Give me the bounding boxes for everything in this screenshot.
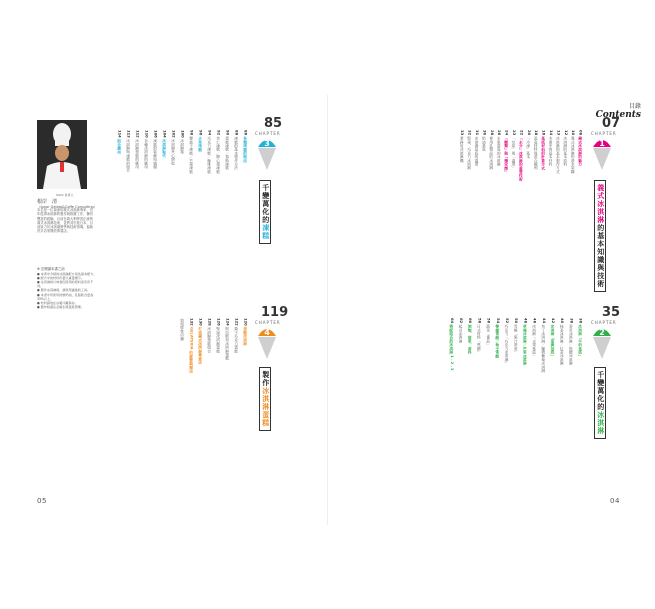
toc-entry	[216, 318, 221, 448]
chapter-2-title-b: 冰淇淋	[596, 411, 605, 435]
toc-entry-text: 檸檬雪酪／柚子雪酪	[495, 323, 500, 358]
chapter-4-title	[259, 367, 271, 431]
toc-entry-text: 組合應用	[117, 137, 122, 154]
toc-entry	[117, 130, 122, 240]
toc-entry-page: 128	[207, 318, 212, 326]
toc-entry-text: 阿拉斯加冰淇淋蛋糕	[225, 325, 230, 361]
toc-entry-page: 14	[548, 130, 553, 136]
toc-entry	[216, 130, 221, 240]
toc-entry-text: GELATERIA 的經營與開店	[189, 325, 194, 374]
toc-entry-text: 堅果、巧克力冰淇淋	[467, 135, 472, 170]
toc-entry	[519, 130, 524, 270]
toc-entry	[449, 318, 454, 478]
toc-entry	[541, 130, 546, 270]
toc-entry-text: 如何經營店鋪	[180, 318, 185, 341]
toc-entry-page: 98	[189, 130, 194, 136]
toc-entry	[162, 130, 167, 240]
toc-entry-text: 抹茶冰淇淋／紅茶冰淇淋	[560, 323, 565, 366]
toc-entry-page: 13	[556, 130, 561, 136]
toc-entry-text: 「水分」冰淇淋的重要技術	[519, 135, 524, 181]
toc-entry	[458, 318, 463, 478]
toc-entry	[514, 318, 519, 478]
chapter-3-label: CHAPTER	[255, 131, 281, 136]
toc-entry	[578, 130, 583, 270]
toc-entry	[474, 130, 479, 270]
toc-entry-page: 90	[225, 130, 230, 136]
toc-entry	[497, 130, 502, 270]
toc-entry-page: 16	[541, 130, 546, 136]
toc-entry	[153, 130, 158, 240]
toc-entry-page: 96	[198, 130, 203, 136]
toc-entry-page: 126	[216, 318, 221, 326]
toc-entry-page: 112	[135, 130, 140, 138]
chapter-4-label: CHAPTER	[255, 320, 281, 325]
toc-entry-page: 94	[207, 130, 212, 136]
toc-entry-text: 日式材料「黑糖」	[477, 323, 482, 354]
toc-entry-text: 杏仁凍糕／開心果凍糕	[216, 135, 221, 174]
toc-entry-page: 52	[504, 318, 509, 324]
toc-entry-text: 各種凍糕的做法	[243, 135, 248, 163]
chapter-3-cone-icon	[256, 135, 278, 171]
toc-entry-text: 草莓冰淇淋／芒果冰淇淋	[523, 323, 528, 366]
toc-entry	[532, 318, 537, 478]
toc-entry-page: 48	[523, 318, 528, 324]
toc-entry-page: 10	[571, 130, 576, 136]
toc-entry	[523, 318, 528, 478]
chapter-1-title	[594, 180, 606, 292]
toc-title-en: Contents	[595, 110, 641, 120]
chapter-2-cone-icon	[591, 324, 613, 360]
bio-text: 本名是一位資深的義式冰淇淋專家，長年從事冰淇淋的製作與推廣工作，擁有豐富的經驗。目前在義大利學習正統的義式冰淇淋技術，並將其引進日本，目前致力於冰淇淋教學與技術指導，協助許多店家開設專賣店。	[37, 208, 94, 234]
toc-entry-page: 46	[532, 318, 537, 324]
toc-entry	[135, 130, 140, 240]
toc-entry-text: 蛋糕冰淇淋	[243, 325, 248, 346]
toc-entry-page: 102	[171, 130, 176, 138]
note-item: ● 本書中所使用的鮮奶油，乳脂肪含量為35%以上。	[37, 292, 94, 301]
toc-entry-page: 26	[497, 130, 502, 136]
toc-entry-text: 「糖類」與「穩定劑」	[504, 135, 509, 174]
toc-entry	[180, 318, 185, 448]
toc-entry-page: 124	[225, 318, 230, 326]
toc-entry	[556, 130, 561, 270]
toc-entry-text: 使用乳製品的冰淇淋	[489, 135, 494, 170]
toc-entry	[467, 130, 472, 270]
toc-entry-page: 33	[460, 130, 465, 136]
toc-entry	[225, 318, 230, 448]
note-item: ● 本書中介紹的冰淇淋配方皆為基本配方。	[37, 272, 97, 277]
note-item: ● 製作冰淇淋時，請使用適當的工具。	[37, 288, 91, 293]
toc-entry	[171, 130, 176, 240]
toc-entry-page: 23	[511, 130, 516, 136]
toc-entry-text: 香草冰淇淋／焦糖冰淇淋	[569, 323, 574, 366]
chapter-3-num: 3	[264, 139, 270, 148]
toc-entry	[569, 318, 574, 478]
chapter-4-page: 119	[261, 305, 289, 320]
chapter-2-title	[594, 367, 606, 439]
toc-entry-text: 布丁冰淇淋／蘭姆葡萄冰淇淋	[541, 323, 546, 373]
chapter-4-num: 4	[264, 328, 270, 337]
toc-entry	[486, 318, 491, 478]
toc-entry-text: 冰淇淋捲	[180, 137, 185, 154]
toc-entry	[468, 318, 473, 478]
toc-entry	[225, 130, 230, 240]
toc-entry-text: 打造義式冰淇淋專賣店	[198, 325, 203, 364]
toc-entry-text: 酒類、堅果、香料	[468, 323, 473, 355]
toc-entry	[243, 318, 248, 448]
toc-entry-page: 88	[234, 130, 239, 136]
toc-entry-text: 冰淇淋聖代	[162, 137, 167, 158]
toc-entry-page: 44	[541, 318, 546, 324]
toc-entry-text: 巧克力「巧克力冰淇淋」	[504, 323, 509, 366]
toc-entry-text: 覆盆子凍糕／芒果凍糕	[189, 135, 194, 174]
toc-entry-page: 24	[504, 130, 509, 136]
toc-entry	[207, 130, 212, 240]
chapter-1-cone-icon	[591, 135, 613, 171]
toc-entry	[234, 130, 239, 240]
toc-entry-text: 水果基底的冰淇淋	[497, 135, 502, 166]
toc-title-zh: 目錄	[628, 103, 641, 110]
toc-entry	[243, 130, 248, 240]
toc-entry-page: 92	[216, 130, 221, 136]
toc-entry-page: 50	[514, 318, 519, 324]
toc-entry-text: 巧克力凍糕／咖啡凍糕	[207, 135, 212, 174]
toc-entry	[126, 130, 131, 240]
folio-right: 04	[610, 497, 620, 505]
toc-entry	[489, 130, 494, 270]
toc-entry-text: 「空氣」與「溫度」	[511, 135, 516, 170]
toc-entry-text: 冰淇淋夾心餅乾	[171, 137, 176, 165]
toc-entry-text: 冰淇淋蛋糕組合	[207, 325, 212, 353]
toc-entry-text: 冰淇淋的基本原料	[563, 135, 568, 166]
toc-entry	[560, 318, 565, 478]
toc-entry-page: 54	[495, 318, 500, 324]
toc-entry-text: 義式冰淇淋的基本架構	[571, 135, 576, 174]
toc-entry	[189, 130, 194, 240]
toc-entry-page: 18	[534, 130, 539, 136]
toc-entry	[504, 318, 509, 478]
toc-entry-page: 130	[198, 318, 203, 326]
toc-entry-text: 冰淇淋與凍糕的組合	[126, 137, 131, 173]
toc-entry	[550, 318, 555, 478]
chapter-3-title-b: 凍糕	[261, 224, 270, 240]
toc-entry	[578, 318, 583, 478]
toc-entry-page: 60	[468, 318, 473, 324]
chapter-3-page: 85	[264, 116, 283, 131]
reading-notes	[37, 267, 99, 309]
toc-entry-page: 113	[126, 130, 131, 138]
toc-entry	[144, 130, 149, 240]
toc-entry-text: 栗子巧克力蛋糕	[234, 325, 239, 353]
toc-entry-text: 義式冰淇淋的魅力	[578, 135, 583, 167]
toc-entry-page: 36	[578, 318, 583, 324]
note-item: ● 製作時請注意衛生與溫度管理。	[37, 304, 84, 309]
toc-entry-text: 業務用冰淇淋機	[460, 135, 465, 163]
toc-entry-text: 冰淇淋「水果基底」	[532, 323, 537, 358]
toc-entry-page: 32	[467, 130, 472, 136]
toc-entry-page: 42	[550, 318, 555, 324]
toc-entry	[571, 130, 576, 270]
toc-entry-page: 56	[486, 318, 491, 324]
toc-entry-page: 62	[458, 318, 463, 324]
toc-entry-page: 20	[526, 130, 531, 136]
toc-entry-page: 12	[563, 130, 568, 136]
chapter-3-title	[259, 180, 271, 244]
chapter-4-title-a: 製作	[261, 371, 270, 387]
toc-entry	[511, 130, 516, 270]
toc-entry-text: 本書中的基本材料	[548, 135, 553, 166]
toc-entry-text: 冰淇淋基底的溫度	[474, 135, 479, 166]
gutter	[327, 95, 328, 525]
toc-entry	[198, 318, 203, 448]
toc-entry-page: 132	[189, 318, 194, 326]
toc-entry-text: 冰淇淋蛋糕的應用	[135, 137, 140, 169]
toc-entry-page: 64	[449, 318, 454, 324]
note-item: ● 材料請放在冰箱冷藏保存。	[37, 300, 78, 305]
toc-entry-text: 基底材料的計算方式	[541, 135, 546, 170]
toc-entry	[234, 318, 239, 448]
toc-entry-text: 奶油基底	[482, 135, 487, 152]
toc-entry-text: 起司冰淇淋	[458, 323, 463, 343]
toc-entry-page: 38	[569, 318, 574, 324]
chapter-2-label: CHAPTER	[591, 320, 617, 325]
toc-entry-text: 基底材料與混合範例	[534, 135, 539, 170]
toc-entry	[504, 130, 509, 270]
toc-entry-page: 30	[482, 130, 487, 136]
toc-entry-page: 122	[234, 318, 239, 326]
toc-entry-text: 各種冰淇淋的應用	[144, 137, 149, 169]
chapter-1-num: 1	[599, 139, 605, 148]
chapter-2-title-a: 千變萬化的	[596, 371, 605, 411]
notes-title: ※ 在閱讀本書之前	[37, 267, 65, 271]
toc-entry-page: 28	[489, 130, 494, 136]
chapter-3-title-a: 千變萬化的	[261, 184, 270, 224]
chapter-2-page: 35	[602, 305, 621, 320]
toc-entry-text: 水果凍糕	[198, 135, 203, 152]
toc-entry-text: 凍糕的裝飾與盛盤	[153, 137, 158, 169]
toc-entry-page: 40	[560, 318, 565, 324]
notes-list	[37, 272, 99, 309]
toc-entry	[526, 130, 531, 270]
toc-entry-text: 「冷凍」基本	[526, 135, 531, 159]
toc-entry	[477, 318, 482, 478]
toc-entry-page: 110	[144, 130, 149, 138]
toc-entry	[534, 130, 539, 270]
toc-entry-page: 58	[477, 318, 482, 324]
chapter-1-page: 07	[602, 116, 621, 131]
toc-entry-page: 100	[180, 130, 185, 138]
toc-entry	[189, 318, 194, 448]
toc-entry	[548, 130, 553, 270]
chapter-1-label: CHAPTER	[591, 131, 617, 136]
toc-entry	[541, 318, 546, 478]
toc-entry-text: 冰淇淋「蛋黃基底」	[550, 323, 555, 358]
toc-entry-text: 凍糕的基本製作方法	[234, 135, 239, 170]
bio-role: （Ignor Gelato&Coffe Consulting）	[37, 205, 98, 209]
chef-photo	[37, 120, 87, 189]
toc-entry	[495, 318, 500, 478]
note-item: ● 配方中的材料份量以重量標示。	[37, 276, 84, 281]
toc-entry-page: 86	[243, 130, 248, 136]
toc-entry-page: 114	[117, 130, 122, 138]
toc-entry-text: 蛋糕凍糕／慕斯凍糕	[225, 135, 230, 170]
bio-caption: IOCC 負責人	[56, 193, 74, 197]
toc-entry-text: 蔬菜「番茄」	[486, 323, 491, 347]
toc-entry-page: 104	[162, 130, 167, 138]
toc-entry	[460, 130, 465, 270]
toc-entry	[207, 318, 212, 448]
toc-entry-page: 120	[243, 318, 248, 326]
toc-entry	[198, 130, 203, 240]
toc-entry-text: 雪酪「果汁基底」	[514, 323, 519, 354]
bio-name: 根岸 清	[37, 199, 58, 205]
toc-entry	[180, 130, 185, 240]
chapter-1-title-a: 義式冰淇淋	[596, 184, 605, 224]
toc-entry	[563, 130, 568, 270]
toc-entry-page: 106	[153, 130, 158, 138]
chapter-1-title-b: 的基本知識與技術	[596, 224, 605, 288]
toc-entry-text: 冰淇淋的基本製作方式	[556, 135, 561, 174]
chapter-2-num: 2	[599, 328, 605, 337]
toc-entry-text: 聖誕冰淇淋蛋糕	[216, 325, 221, 353]
folio-left: 05	[37, 497, 47, 505]
toc-entry-text: 冰淇淋「牛奶基底」	[578, 323, 583, 358]
toc-entry-page: 08	[578, 130, 583, 136]
chapter-4-title-b: 冰淇淋蛋糕	[261, 387, 270, 427]
toc-entry	[482, 130, 487, 270]
chapter-4-cone-icon	[256, 324, 278, 360]
toc-entry-page: 22	[519, 130, 524, 136]
toc-entry-text: 搭配組合的冰淇淋 1・2・3	[449, 323, 454, 371]
note-item: ● 冰淇淋的口味會因使用的原料而有所不同。	[37, 280, 94, 289]
toc-entry-page: 31	[474, 130, 479, 136]
